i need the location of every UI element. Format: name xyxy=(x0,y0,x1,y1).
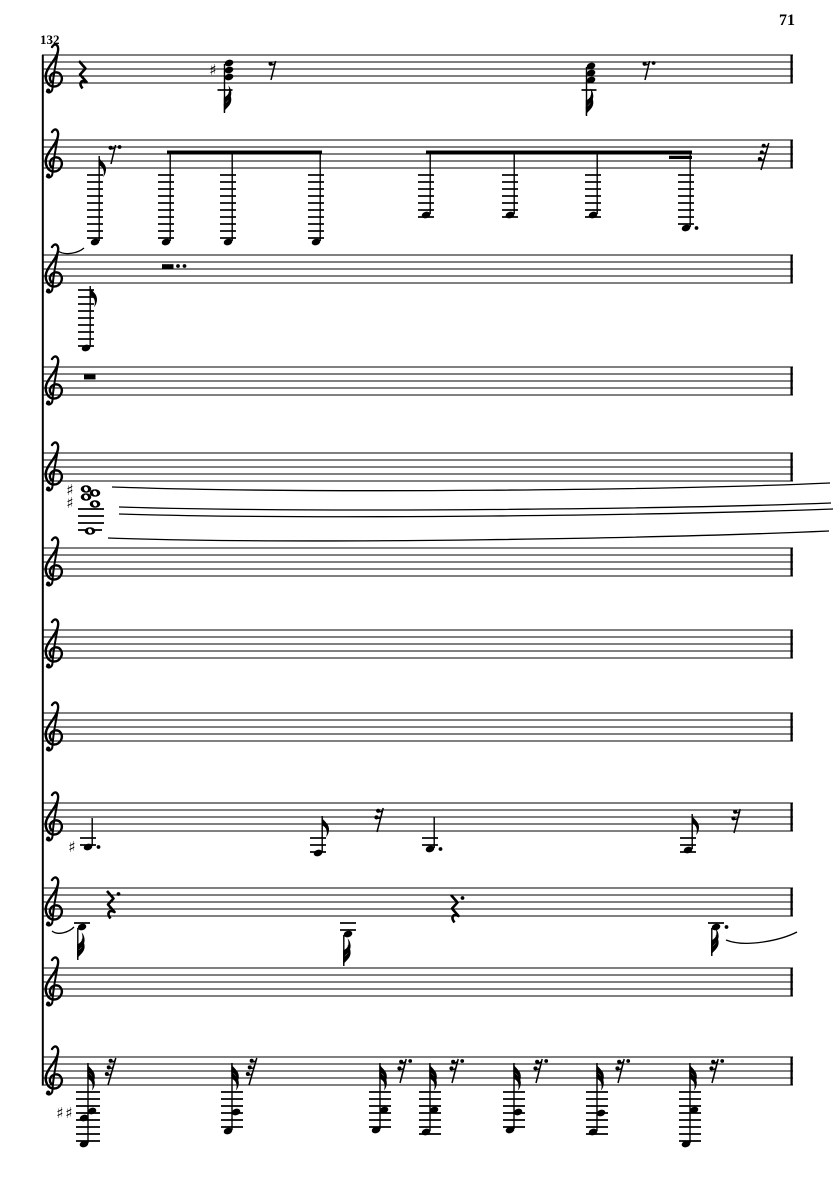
beam xyxy=(669,156,692,159)
chord xyxy=(503,1063,525,1134)
note xyxy=(502,154,518,219)
chord xyxy=(419,1063,441,1136)
staff xyxy=(42,888,793,917)
sharp-accidental: ♯ xyxy=(209,61,217,80)
augmentation-dot xyxy=(544,1059,548,1063)
augmentation-dot xyxy=(408,1059,412,1063)
whole-note xyxy=(90,489,101,496)
augmentation-dot xyxy=(176,264,180,268)
tie xyxy=(52,927,74,933)
clef-dot xyxy=(46,289,50,293)
staff xyxy=(42,453,793,482)
notehead xyxy=(224,66,234,75)
note xyxy=(80,818,100,851)
eighth-rest xyxy=(269,61,276,80)
page-number: 71 xyxy=(779,12,795,29)
note xyxy=(74,923,90,960)
whole-rest-block xyxy=(84,375,96,380)
augmentation-dot xyxy=(97,845,101,849)
clef-dot xyxy=(46,582,50,586)
clef-dot xyxy=(46,1002,50,1006)
note xyxy=(340,923,356,966)
half-rest xyxy=(162,264,186,269)
chord xyxy=(586,62,596,116)
sixteenth-rest xyxy=(374,808,383,832)
staff xyxy=(42,630,793,659)
note xyxy=(87,156,106,246)
augmentation-dot xyxy=(695,226,699,230)
staff xyxy=(42,367,793,396)
beam xyxy=(167,151,322,155)
tie xyxy=(726,932,797,943)
augmentation-dot xyxy=(117,892,121,896)
half-rest-block xyxy=(162,264,174,269)
clef-dot xyxy=(46,174,50,178)
note xyxy=(418,154,434,219)
chord xyxy=(369,1063,391,1134)
chord xyxy=(679,1063,701,1148)
beam xyxy=(426,151,692,155)
quarter-rest xyxy=(79,61,87,89)
augmentation-dot xyxy=(725,925,729,929)
augmentation-dot xyxy=(626,1059,630,1063)
augmentation-dot xyxy=(460,1059,464,1063)
tie xyxy=(112,483,830,491)
clef-dot xyxy=(46,1091,50,1095)
measure-number: 132 xyxy=(40,32,60,47)
augmentation-dot xyxy=(439,847,443,851)
sharp-accidental: ♯ xyxy=(66,481,74,500)
clef-dot xyxy=(46,664,50,668)
chord xyxy=(586,1063,608,1136)
sharp-accidental: ♯ xyxy=(68,838,76,857)
note xyxy=(708,923,728,956)
note xyxy=(678,154,698,232)
staff xyxy=(42,255,793,284)
staff xyxy=(42,803,793,832)
tie xyxy=(58,248,84,254)
clef-dot xyxy=(46,401,50,405)
quarter-rest-glyph xyxy=(79,61,87,89)
note xyxy=(422,817,442,853)
sharp-accidental: ♯ xyxy=(65,1104,73,1123)
whole-rest xyxy=(84,375,96,380)
eighth-rest xyxy=(643,61,656,80)
sharp-accidental: ♯ xyxy=(66,494,74,513)
chord xyxy=(76,1063,100,1148)
note xyxy=(680,814,699,854)
staff xyxy=(42,968,793,997)
augmentation-dot xyxy=(652,61,656,65)
augmentation-dot xyxy=(183,264,187,268)
clef-dot xyxy=(46,89,50,93)
augmentation-dot xyxy=(461,896,465,900)
notehead xyxy=(224,73,234,82)
augmentation-dot xyxy=(118,145,122,149)
whole-note xyxy=(81,493,92,500)
whole-note xyxy=(85,527,96,534)
clef-dot xyxy=(46,747,50,751)
chord xyxy=(224,59,234,113)
sixteenth-rest xyxy=(731,809,740,833)
staff xyxy=(42,1057,793,1086)
sharp-accidental: ♯ xyxy=(56,1104,64,1123)
note xyxy=(585,154,601,219)
note xyxy=(310,816,329,857)
staff xyxy=(42,55,793,84)
staff xyxy=(42,548,793,577)
tie xyxy=(119,503,831,510)
whole-note xyxy=(90,500,101,507)
chord xyxy=(221,1063,243,1135)
clef-dot xyxy=(46,837,50,841)
clef-dot xyxy=(46,487,50,491)
tie xyxy=(108,531,829,541)
augmentation-dot xyxy=(720,1059,724,1063)
notehead xyxy=(224,59,234,68)
clef-dot xyxy=(46,922,50,926)
whole-note xyxy=(81,485,92,492)
note xyxy=(78,286,97,352)
staff xyxy=(42,713,793,742)
